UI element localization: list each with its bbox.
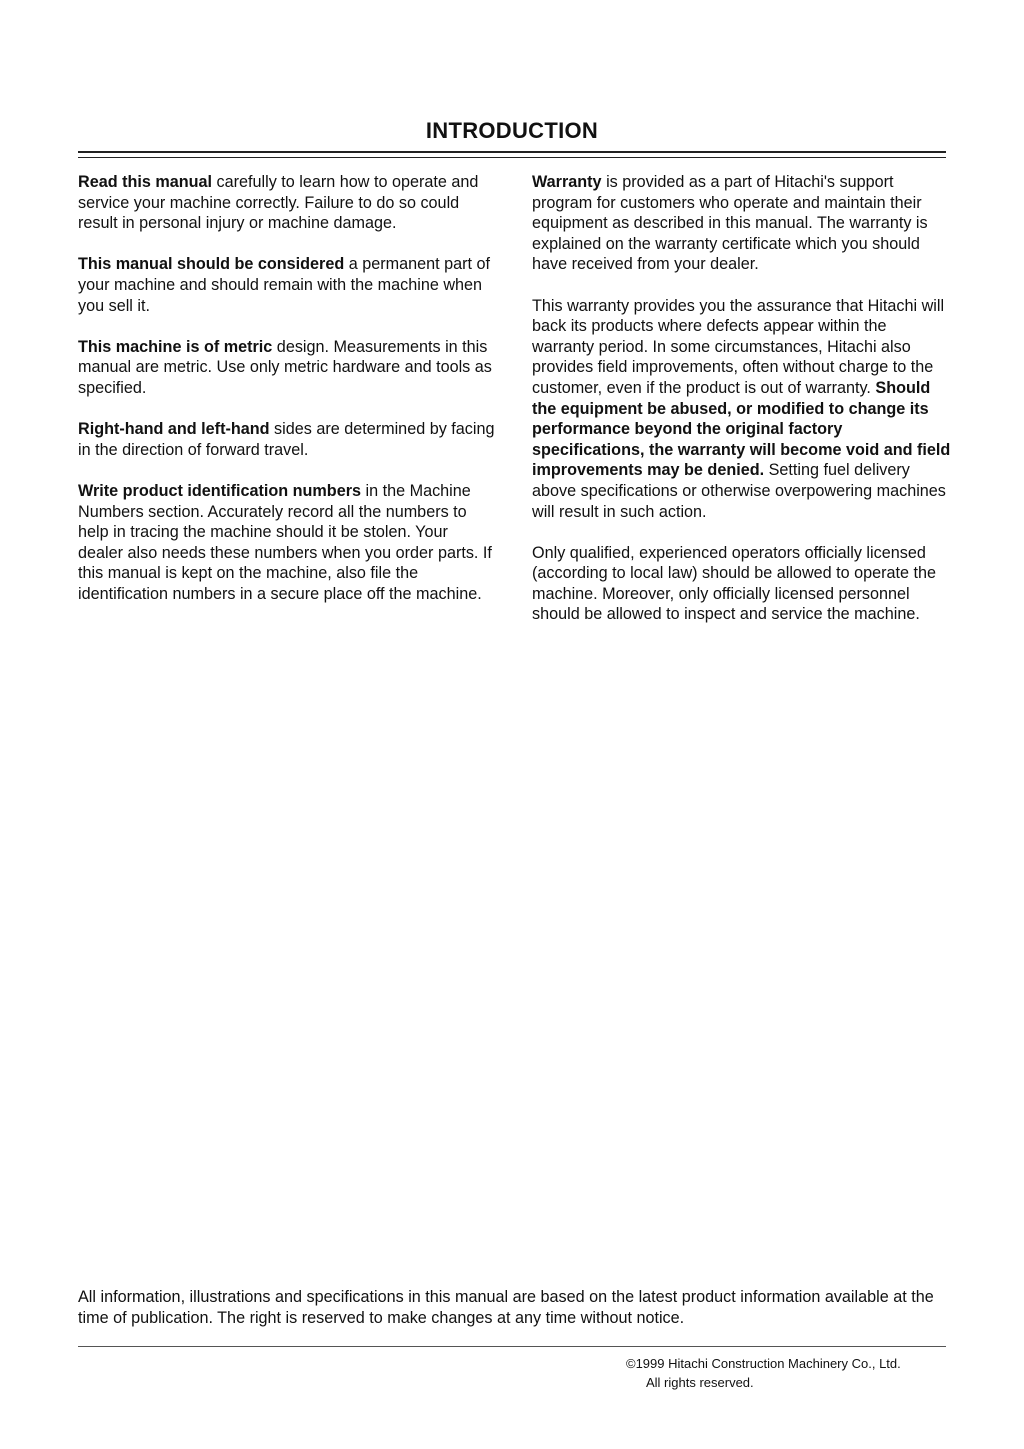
rights-reserved: All rights reserved.	[646, 1375, 754, 1390]
paragraph-lead: Right-hand and left-hand	[78, 420, 270, 439]
paragraph-lead: Read this manual	[78, 173, 213, 191]
warranty-assurance-paragraph	[532, 296, 952, 523]
read-manual-paragraph	[78, 172, 496, 234]
left-column	[78, 172, 496, 604]
title-double-rule	[78, 151, 946, 158]
paragraph-lead: Write product identification numbers	[78, 481, 361, 500]
paragraph-lead: This machine is of metric	[78, 337, 273, 356]
metric-design-paragraph	[78, 337, 496, 399]
paragraph-lead: This manual should be considered	[78, 255, 345, 274]
abuse-warning: Should the equipment be abused, or modified to change its performance beyond the original factory specifications, the warranty will become void and field improvements may be denied.	[532, 378, 951, 480]
assurance-text: This warranty provides you the assurance that Hitachi will back its products where defects appear within the warranty period. In some circumstances, Hitachi also provides field improvements, often without charge to the customer, even if the product is out of warranty.	[532, 296, 945, 397]
footer-rule	[78, 1346, 946, 1347]
identification-numbers-paragraph	[78, 481, 496, 605]
paragraph-text: a permanent part of your machine and should remain with the machine when you sell it.	[78, 255, 491, 315]
right-column	[532, 172, 952, 625]
publication-notice: All information, illustrations and specifications in this manual are based on the latest product information available at the time of publication. The right is reserved to make changes at any time without notice.	[78, 1288, 934, 1327]
sides-paragraph	[78, 419, 496, 460]
page-title: INTRODUCTION	[425, 118, 599, 143]
permanent-part-paragraph	[78, 254, 496, 316]
paragraph-text: Only qualified, experienced operators officially licensed (according to local law) should be allowed to operate the machine. Moreover, only officially licensed personnel should be allowed to inspect and service the machine.	[532, 543, 937, 624]
paragraph-text: carefully to learn how to operate and service your machine correctly. Failure to do so could result in personal injury or machine damage.	[78, 173, 479, 233]
paragraph-text: in the Machine Numbers section. Accurately record all the numbers to help in tracing the machine should it be stolen. Your dealer also needs these numbers when you order parts. If this manual is kept on the machine, also file the identification numbers in a secure place off the machine.	[78, 481, 492, 603]
paragraph-text: design. Measurements in this manual are metric. Use only metric hardware and tools as specified.	[78, 337, 492, 397]
qualified-operators-paragraph	[532, 543, 952, 625]
paragraph-lead: Warranty	[532, 173, 602, 191]
paragraph-text: sides are determined by facing in the direction of forward travel.	[78, 420, 495, 459]
warranty-paragraph	[532, 172, 952, 275]
fuel-delivery-text: Setting fuel delivery above specifications or otherwise overpowering machines will result in such action.	[532, 461, 946, 521]
paragraph-text: is provided as a part of Hitachi's support program for customers who operate and maintain their equipment as described in this manual. The warranty is explained on the warranty certificate which you should have received from your dealer.	[532, 173, 928, 274]
copyright-line: ©1999 Hitachi Construction Machinery Co., Ltd.	[626, 1356, 901, 1371]
